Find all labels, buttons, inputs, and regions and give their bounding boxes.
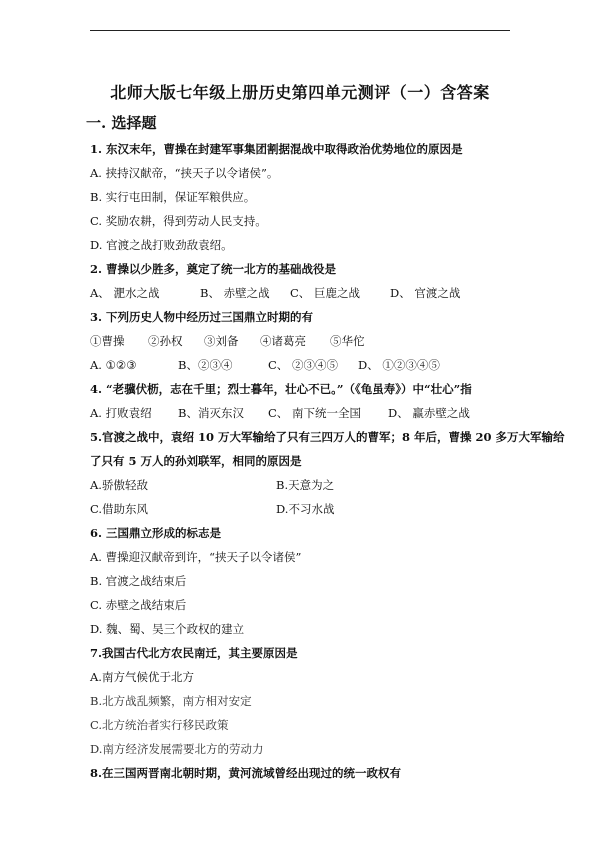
q3-item: ②孙权 — [148, 334, 183, 348]
q1-option-b: B. 实行屯田制，保证军粮供应。 — [90, 190, 256, 204]
q3-option-c: C、 ②③④⑤ — [268, 358, 338, 372]
q4-option-d: D、 赢赤壁之战 — [388, 406, 470, 420]
q4-options — [90, 406, 470, 420]
q5-stem-line1: 5.官渡之战中，袁绍 10 万大军输给了只有三四万人的曹军；8 年后，曹操 20 多万大军输给 — [90, 430, 565, 444]
q3-option-a: A. ①②③ — [90, 358, 137, 372]
q2-option-b: B、 赤壁之战 — [200, 286, 270, 300]
q5-stem-line2: 了只有 5 万人的孙刘联军，相同的原因是 — [90, 454, 302, 468]
q7-option-c: C.北方统治者实行移民政策 — [90, 718, 229, 732]
section-heading: 一. 选择题 — [86, 114, 157, 132]
q3-item: ③刘备 — [204, 334, 239, 348]
q1-stem: 1. 东汉末年，曹操在封建军事集团割据混战中取得政治优势地位的原因是 — [90, 142, 463, 156]
q7-option-a: A.南方气候优于北方 — [90, 670, 194, 684]
q3-item: ④诸葛亮 — [260, 334, 306, 348]
q6-option-d: D. 魏、蜀、吴三个政权的建立 — [90, 622, 245, 636]
q3-stem: 3. 下列历史人物中经历过三国鼎立时期的有 — [90, 310, 314, 324]
q1-option-c: C. 奖励农耕，得到劳动人民支持。 — [90, 214, 267, 228]
q6-option-a: A. 曹操迎汉献帝到许，“挟天子以令诸侯” — [90, 550, 302, 564]
header-rule — [90, 30, 510, 31]
q2-options — [90, 286, 460, 300]
q3-item: ①曹操 — [90, 334, 125, 348]
q3-option-b: B、②③④ — [178, 358, 233, 372]
page-title: 北师大版七年级上册历史第四单元测评（一）含答案 — [110, 83, 490, 102]
q2-option-a: A、 淝水之战 — [90, 286, 160, 300]
q3-items — [90, 334, 365, 348]
q4-option-b: B、消灭东汉 — [178, 406, 244, 420]
q5-option-a: A.骄傲轻敌 — [90, 478, 148, 492]
q1-option-d: D. 官渡之战打败劲敌袁绍。 — [90, 238, 233, 252]
q7-option-b: B.北方战乱频繁，南方相对安定 — [90, 694, 252, 708]
q4-option-a: A. 打败袁绍 — [90, 406, 152, 420]
q2-stem: 2. 曹操以少胜多，奠定了统一北方的基础战役是 — [90, 262, 337, 276]
q1-option-a: A. 挟持汉献帝，“挟天子以令诸侯”。 — [90, 166, 279, 180]
q7-option-d: D.南方经济发展需要北方的劳动力 — [90, 742, 264, 756]
q2-option-c: C、 巨鹿之战 — [290, 286, 360, 300]
q2-option-d: D、 官渡之战 — [390, 286, 461, 300]
q6-stem: 6. 三国鼎立形成的标志是 — [90, 526, 222, 540]
q3-item: ⑤华佗 — [330, 334, 365, 348]
q5-options-row2 — [90, 502, 334, 516]
q8-stem: 8.在三国两晋南北朝时期，黄河流域曾经出现过的统一政权有 — [90, 766, 402, 780]
q6-option-b: B. 官渡之战结束后 — [90, 574, 187, 588]
q5-option-c: C.借助东风 — [90, 502, 149, 516]
q5-options-row1 — [90, 478, 334, 492]
q4-option-c: C、 南下统一全国 — [268, 406, 361, 420]
q7-stem: 7.我国古代北方农民南迁，其主要原因是 — [90, 646, 298, 660]
q3-options — [90, 358, 440, 372]
q5-option-b: B.天意为之 — [276, 478, 335, 492]
q5-option-d: D.不习水战 — [276, 502, 335, 516]
q3-option-d: D、 ①②③④⑤ — [358, 358, 440, 372]
q4-stem: 4. “老骥伏枥，志在千里；烈士暮年，壮心不已。”（《龟虽寿》）中“壮心”指 — [90, 382, 472, 396]
q6-option-c: C. 赤壁之战结束后 — [90, 598, 187, 612]
